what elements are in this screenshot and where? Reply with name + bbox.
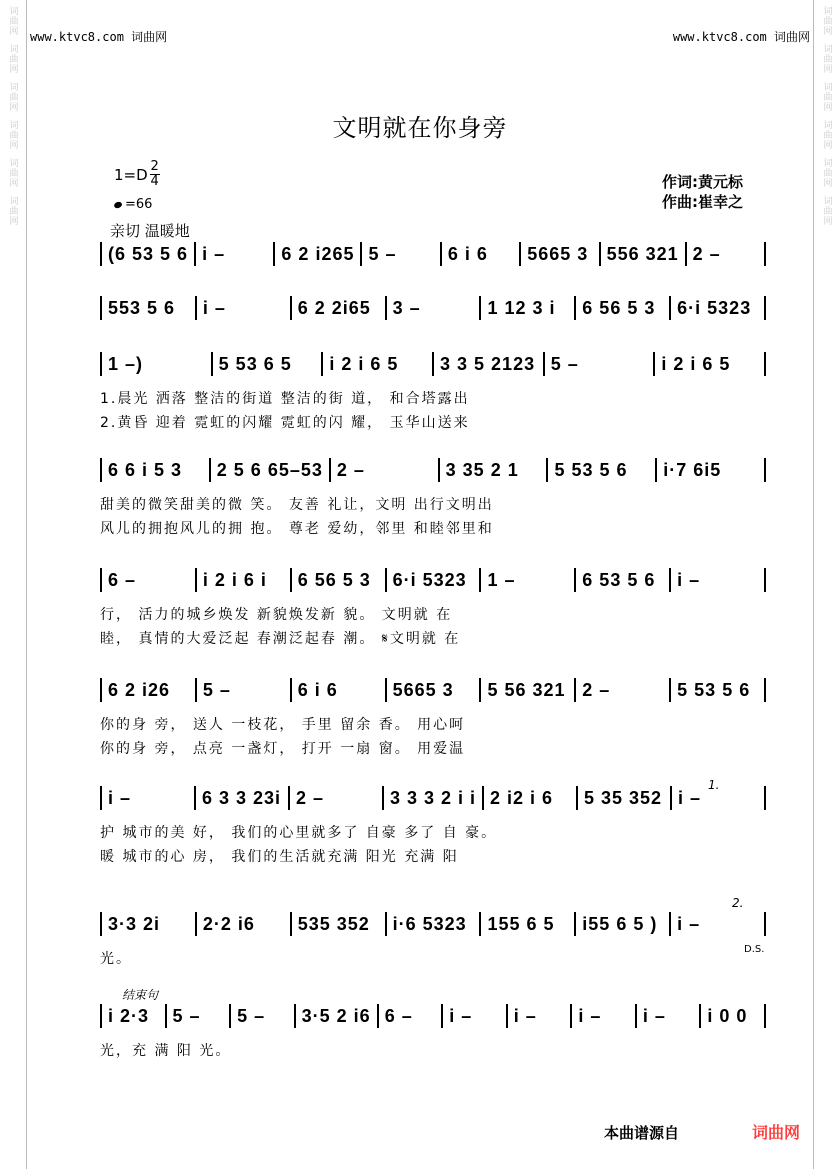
measure: 5 – [237,1005,266,1026]
measure: i – [677,569,701,590]
measure: 5 – [550,353,579,374]
note-row [100,1004,766,1028]
time-signature [150,160,160,189]
lyric-line: 风儿的拥抱风儿的拥 抱。 尊老 爱幼，邻里 和睦邻里和 [100,521,494,537]
key-signature [114,160,160,189]
measure: 2 – [295,787,324,808]
note-row [100,242,766,266]
measure: 6 2 2i65 [297,297,371,318]
measure: 6 3 3 23i [201,787,282,808]
measure: i – [578,1005,602,1026]
measure: 2 – [692,243,721,264]
watermark-text: 词曲网 [7,82,18,112]
measure: 3 3 3 2 i i [389,787,477,808]
watermark-text: 词曲网 [7,158,18,188]
measure: 6 53 5 6 [582,569,656,590]
measure: 5 – [202,679,231,700]
source-label: 本曲谱源自 [604,1124,680,1142]
measure: 1 12 3 i [487,297,556,318]
note-row [100,912,766,936]
measure: 5 53 6 5 [218,353,292,374]
credits [662,172,743,212]
measure: 6·i 5323 [677,297,752,318]
watermark-text: 词曲网 [821,158,832,188]
measure: 6 i 6 [297,679,338,700]
measure: 5 35 352 [584,787,663,808]
note-row [100,678,766,702]
lyricist: 作词:黄元标 [662,173,743,191]
measure: 6 6 i 5 3 [108,459,183,480]
measure: 1 –) [108,353,144,374]
measure: 556 321 [606,243,679,264]
watermark-text: 词曲网 [7,196,18,226]
measure: i – [677,787,701,808]
tempo-value: =66 [125,197,153,212]
lyric-line: 睦， 真情的大爱泛起 春潮泛起春 潮。 𝄋文明就 在 [100,631,461,647]
measure: 6 i 6 [447,243,488,264]
music-system [100,352,766,432]
music-system [100,912,766,968]
measure: i – [108,787,132,808]
measure: 155 6 5 [487,913,555,934]
measure: 3 3 5 2123 [440,353,536,374]
measure: 3 – [392,297,421,318]
volta-2: 2. [732,896,744,910]
measure: i 2 i 6 5 [661,353,731,374]
lyric-line: 护 城市的美 好， 我们的心里就多了 自豪 多了 自 豪。 [100,825,498,841]
measure: 6 56 5 3 [297,569,371,590]
measure: (6 53 5 6 [108,243,189,264]
measure: 2 5 6 65–53 [216,459,323,480]
note-row [100,352,766,376]
music-system [100,1004,766,1060]
measure: 553 5 6 [108,297,176,318]
measure: 5 – [368,243,397,264]
left-watermark-strip [0,0,27,1169]
measure: i 2 i 6 i [202,569,267,590]
measure: 6 – [108,569,137,590]
measure: i – [202,243,226,264]
lyric-line: 暖 城市的心 房， 我们的生活就充满 阳光 充满 阳 [100,849,459,865]
measure: 3·5 2 i6 [301,1005,371,1026]
measure: i 0 0 [707,1005,748,1026]
lyric-line: 你的身 旁， 点亮 一盏灯， 打开 一扇 窗。 用爱温 [100,741,466,757]
measure: i·6 5323 [392,913,467,934]
lyric-line: 2.黄昏 迎着 霓虹的闪耀 霓虹的闪 耀， 玉华山送来 [100,415,470,431]
measure: 535 352 [297,913,370,934]
ds-mark: D.S. [744,944,765,955]
measure: 1 – [487,569,516,590]
lyric-line: 行， 活力的城乡焕发 新貌焕发新 貌。 文明就 在 [100,607,453,623]
tempo-mark [114,197,152,212]
composer: 作曲:崔幸之 [662,193,743,211]
measure: i 2 i 6 5 [329,353,399,374]
music-system [100,678,766,758]
note-row [100,458,766,482]
music-system [100,458,766,538]
measure: 2 – [336,459,365,480]
measure: 5665 3 [527,243,589,264]
watermark-text: 词曲网 [821,196,832,226]
measure: i – [449,1005,473,1026]
coda-label: 结束句 [122,988,159,1002]
time-bottom: 4 [150,174,159,189]
music-system [100,296,766,320]
measure: 6·i 5323 [392,569,467,590]
measure: 5 56 321 [487,679,566,700]
note-row [100,568,766,592]
lyric-line: 光，充 满 阳 光。 [100,1043,232,1059]
lyric-line: 光。 [100,951,132,967]
right-watermark-strip [813,0,840,1169]
lyric-line: 1.晨光 洒落 整洁的街道 整洁的街 道， 和合塔露出 [100,391,470,407]
measure: 5 – [172,1005,201,1026]
key-text: 1=D [114,165,148,184]
quarter-note-icon [113,200,123,208]
watermark-text: 词曲网 [821,120,832,150]
measure: 6 56 5 3 [582,297,656,318]
measure: i·7 6i5 [663,459,722,480]
watermark-text: 词曲网 [7,120,18,150]
brand-logo: 词曲网 [752,1123,801,1142]
music-system [100,242,766,266]
song-title: 文明就在你身旁 [332,114,508,142]
time-top: 2 [150,159,159,174]
site-header-left: www.ktvc8.com 词曲网 [30,30,168,44]
measure: 5665 3 [392,679,454,700]
volta-1: 1. [708,778,720,792]
measure: 6 – [384,1005,413,1026]
watermark-text: 词曲网 [821,6,832,36]
watermark-text: 词曲网 [821,82,832,112]
measure: 3·3 2i [108,913,161,934]
watermark-text: 词曲网 [7,44,18,74]
music-system [100,568,766,648]
music-system [100,786,766,866]
watermark-text: 词曲网 [7,6,18,36]
measure: 2 – [582,679,611,700]
measure: i – [513,1005,537,1026]
note-row [100,296,766,320]
measure: i – [202,297,226,318]
measure: 2 i2 i 6 [490,787,554,808]
measure: i55 6 5 ) [582,913,658,934]
measure: 3 35 2 1 [445,459,519,480]
site-header-right: www.ktvc8.com 词曲网 [672,30,810,44]
watermark-text: 词曲网 [821,44,832,74]
lyric-line: 甜美的微笑甜美的微 笑。 友善 礼让，文明 出行文明出 [100,497,494,513]
measure: i – [642,1005,666,1026]
measure: 6 2 i26 [108,679,171,700]
measure: i – [677,913,701,934]
measure: i 2·3 [108,1005,150,1026]
expression-mark: 亲切 温暖地 [110,222,190,240]
note-row [100,786,766,810]
measure: 2·2 i6 [202,913,255,934]
measure: 5 53 5 6 [677,679,751,700]
measure: 5 53 5 6 [554,459,628,480]
measure: 6 2 i265 [281,243,355,264]
lyric-line: 你的身 旁， 送人 一枝花， 手里 留余 香。 用心呵 [100,717,466,733]
